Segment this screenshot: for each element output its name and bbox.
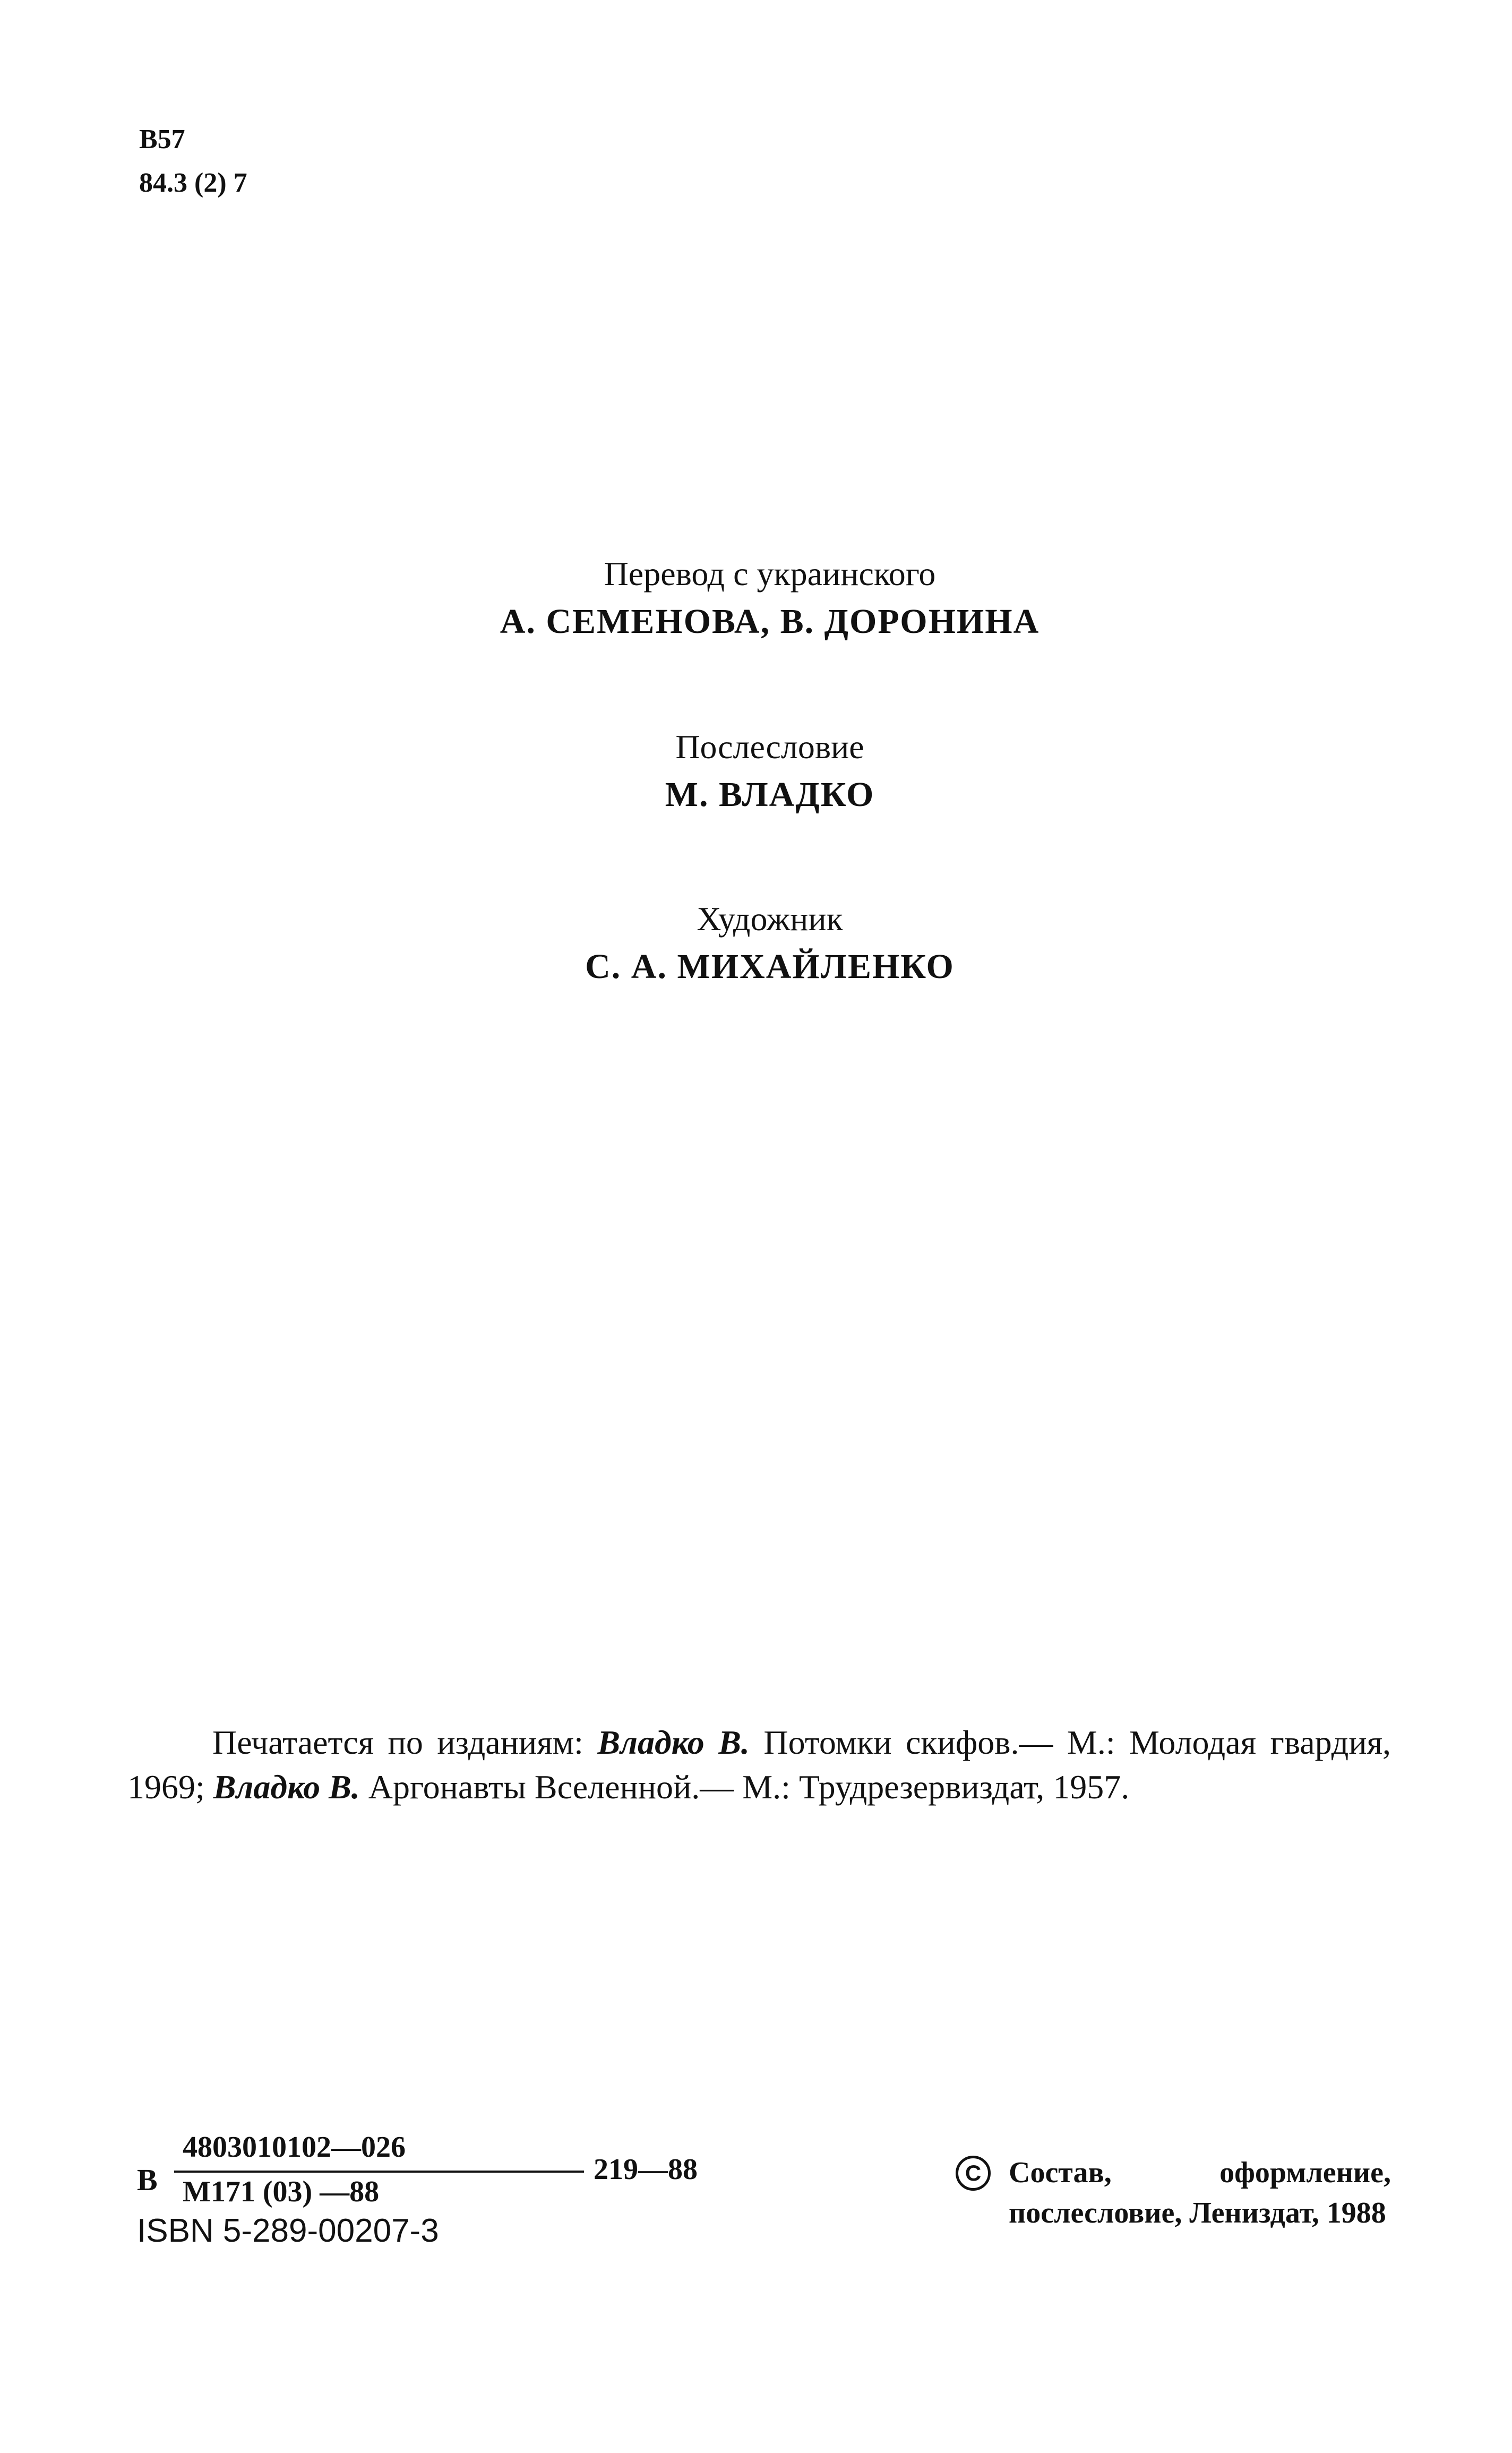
catalog-code-2: 84.3 (2) 7 <box>139 168 247 198</box>
author-2: Владко В. <box>213 1768 360 1806</box>
copyright-text: Состав, оформление, послесловие, Лениздат, 1988 <box>1009 2156 1391 2229</box>
translation-label: Перевод с украинского <box>604 555 936 593</box>
printed-from-note <box>127 1720 1391 1809</box>
afterword-author: М. ВЛАДКО <box>665 775 875 814</box>
catalog-codes <box>139 118 247 205</box>
translators: А. СЕМЕНОВА, В. ДОРОНИНА <box>500 602 1040 641</box>
printed-from-paragraph <box>127 1720 1391 1809</box>
fraction-denominator: М171 (03) —88 <box>183 2175 380 2208</box>
artist-name: С. А. МИХАЙЛЕНКО <box>585 947 955 986</box>
fraction-bar <box>174 2171 584 2173</box>
printed-from-lead: Печатается по изданиям: <box>212 1723 598 1761</box>
copyright-icon: C <box>956 2156 991 2191</box>
fraction-numerator: 4803010102—026 <box>183 2131 406 2164</box>
catalog-code-1: В57 <box>139 124 185 155</box>
afterword-credit <box>0 723 1512 819</box>
copyright-block <box>956 2152 1391 2233</box>
afterword-label: Послесловие <box>675 728 864 766</box>
isbn: ISBN 5-289-00207-3 <box>137 2212 439 2249</box>
fraction-prefix: В <box>137 2163 158 2197</box>
fraction-suffix: 219—88 <box>594 2153 698 2186</box>
artist-label: Художник <box>697 900 843 938</box>
translation-credit <box>0 550 1512 646</box>
work-1: Потомки скифов.— М.: Молодая гвардия, 1969; <box>127 1723 1391 1806</box>
author-1: Владко В. <box>597 1723 750 1761</box>
work-2: Аргонавты Вселенной.— М.: Трудрезервиздат, 1957. <box>359 1768 1130 1806</box>
artist-credit <box>0 895 1512 991</box>
